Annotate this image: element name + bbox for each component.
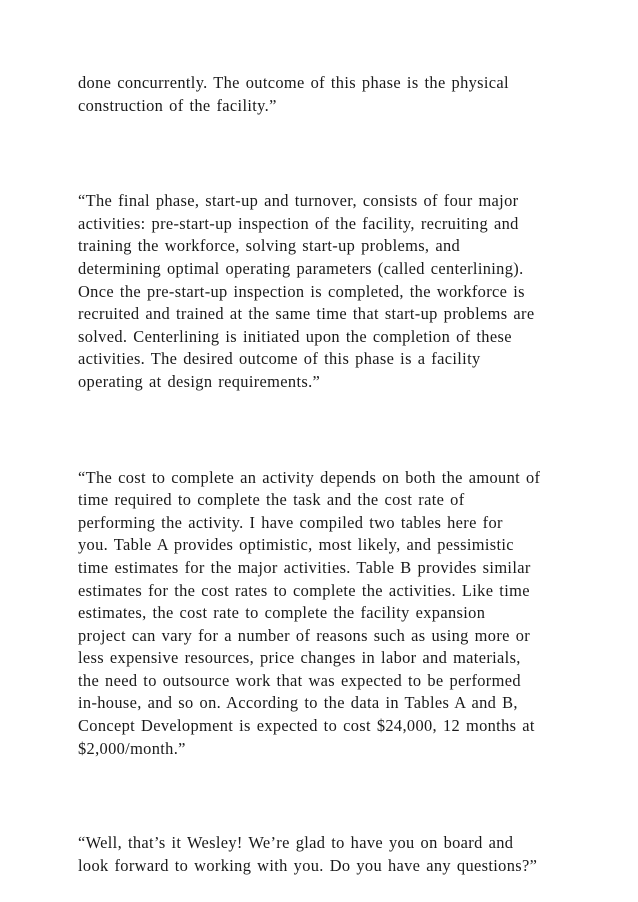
paragraph-construction-outcome [78,72,578,117]
paragraph-closing-question [78,832,578,877]
text-line: “The final phase, start-up and turnover, consists of four major [78,191,519,211]
text-line: training the workforce, solving start-up problems, and [78,236,461,256]
text-line: $2,000/month.” [78,738,186,758]
text-line: look forward to working with you. Do you have any questions?” [78,855,538,875]
text-line: estimates, the cost rate to complete the facility expansion [78,603,486,623]
text-line: you. Table A provides optimistic, most likely, and pessimistic [78,535,514,555]
paragraph-cost-estimates [78,467,578,761]
text-line: time required to complete the task and the cost rate of [78,490,465,510]
text-line: “The cost to complete an activity depends on both the amount of [78,467,541,487]
text-line: estimates for the cost rates to complete the activities. Like time [78,580,530,600]
text-line: recruited and trained at the same time that start-up problems are [78,304,535,324]
text-line: solved. Centerlining is initiated upon the completion of these [78,326,512,346]
text-line: activities: pre-start-up inspection of the facility, recruiting and [78,213,519,233]
text-line: Concept Development is expected to cost $24,000, 12 months at [78,716,535,736]
text-line: “Well, that’s it Wesley! We’re glad to have you on board and [78,833,514,853]
text-line: in-house, and so on. According to the data in Tables A and B, [78,693,518,713]
text-line: Once the pre-start-up inspection is completed, the workforce is [78,281,525,301]
text-line: done concurrently. The outcome of this phase is the physical [78,73,509,92]
text-line: the need to outsource work that was expected to be performed [78,670,521,690]
text-line: construction of the facility.” [78,95,277,115]
document-page [78,72,578,877]
paragraph-startup-turnover [78,190,578,393]
text-line: less expensive resources, price changes in labor and materials, [78,648,521,668]
text-line: project can vary for a number of reasons such as using more or [78,625,531,645]
text-line: activities. The desired outcome of this phase is a facility [78,349,481,369]
text-line: performing the activity. I have compiled two tables here for [78,512,503,532]
text-line: time estimates for the major activities. Table B provides similar [78,557,531,577]
text-line: operating at design requirements.” [78,371,321,391]
text-line: determining optimal operating parameters (called centerlining). [78,258,524,278]
